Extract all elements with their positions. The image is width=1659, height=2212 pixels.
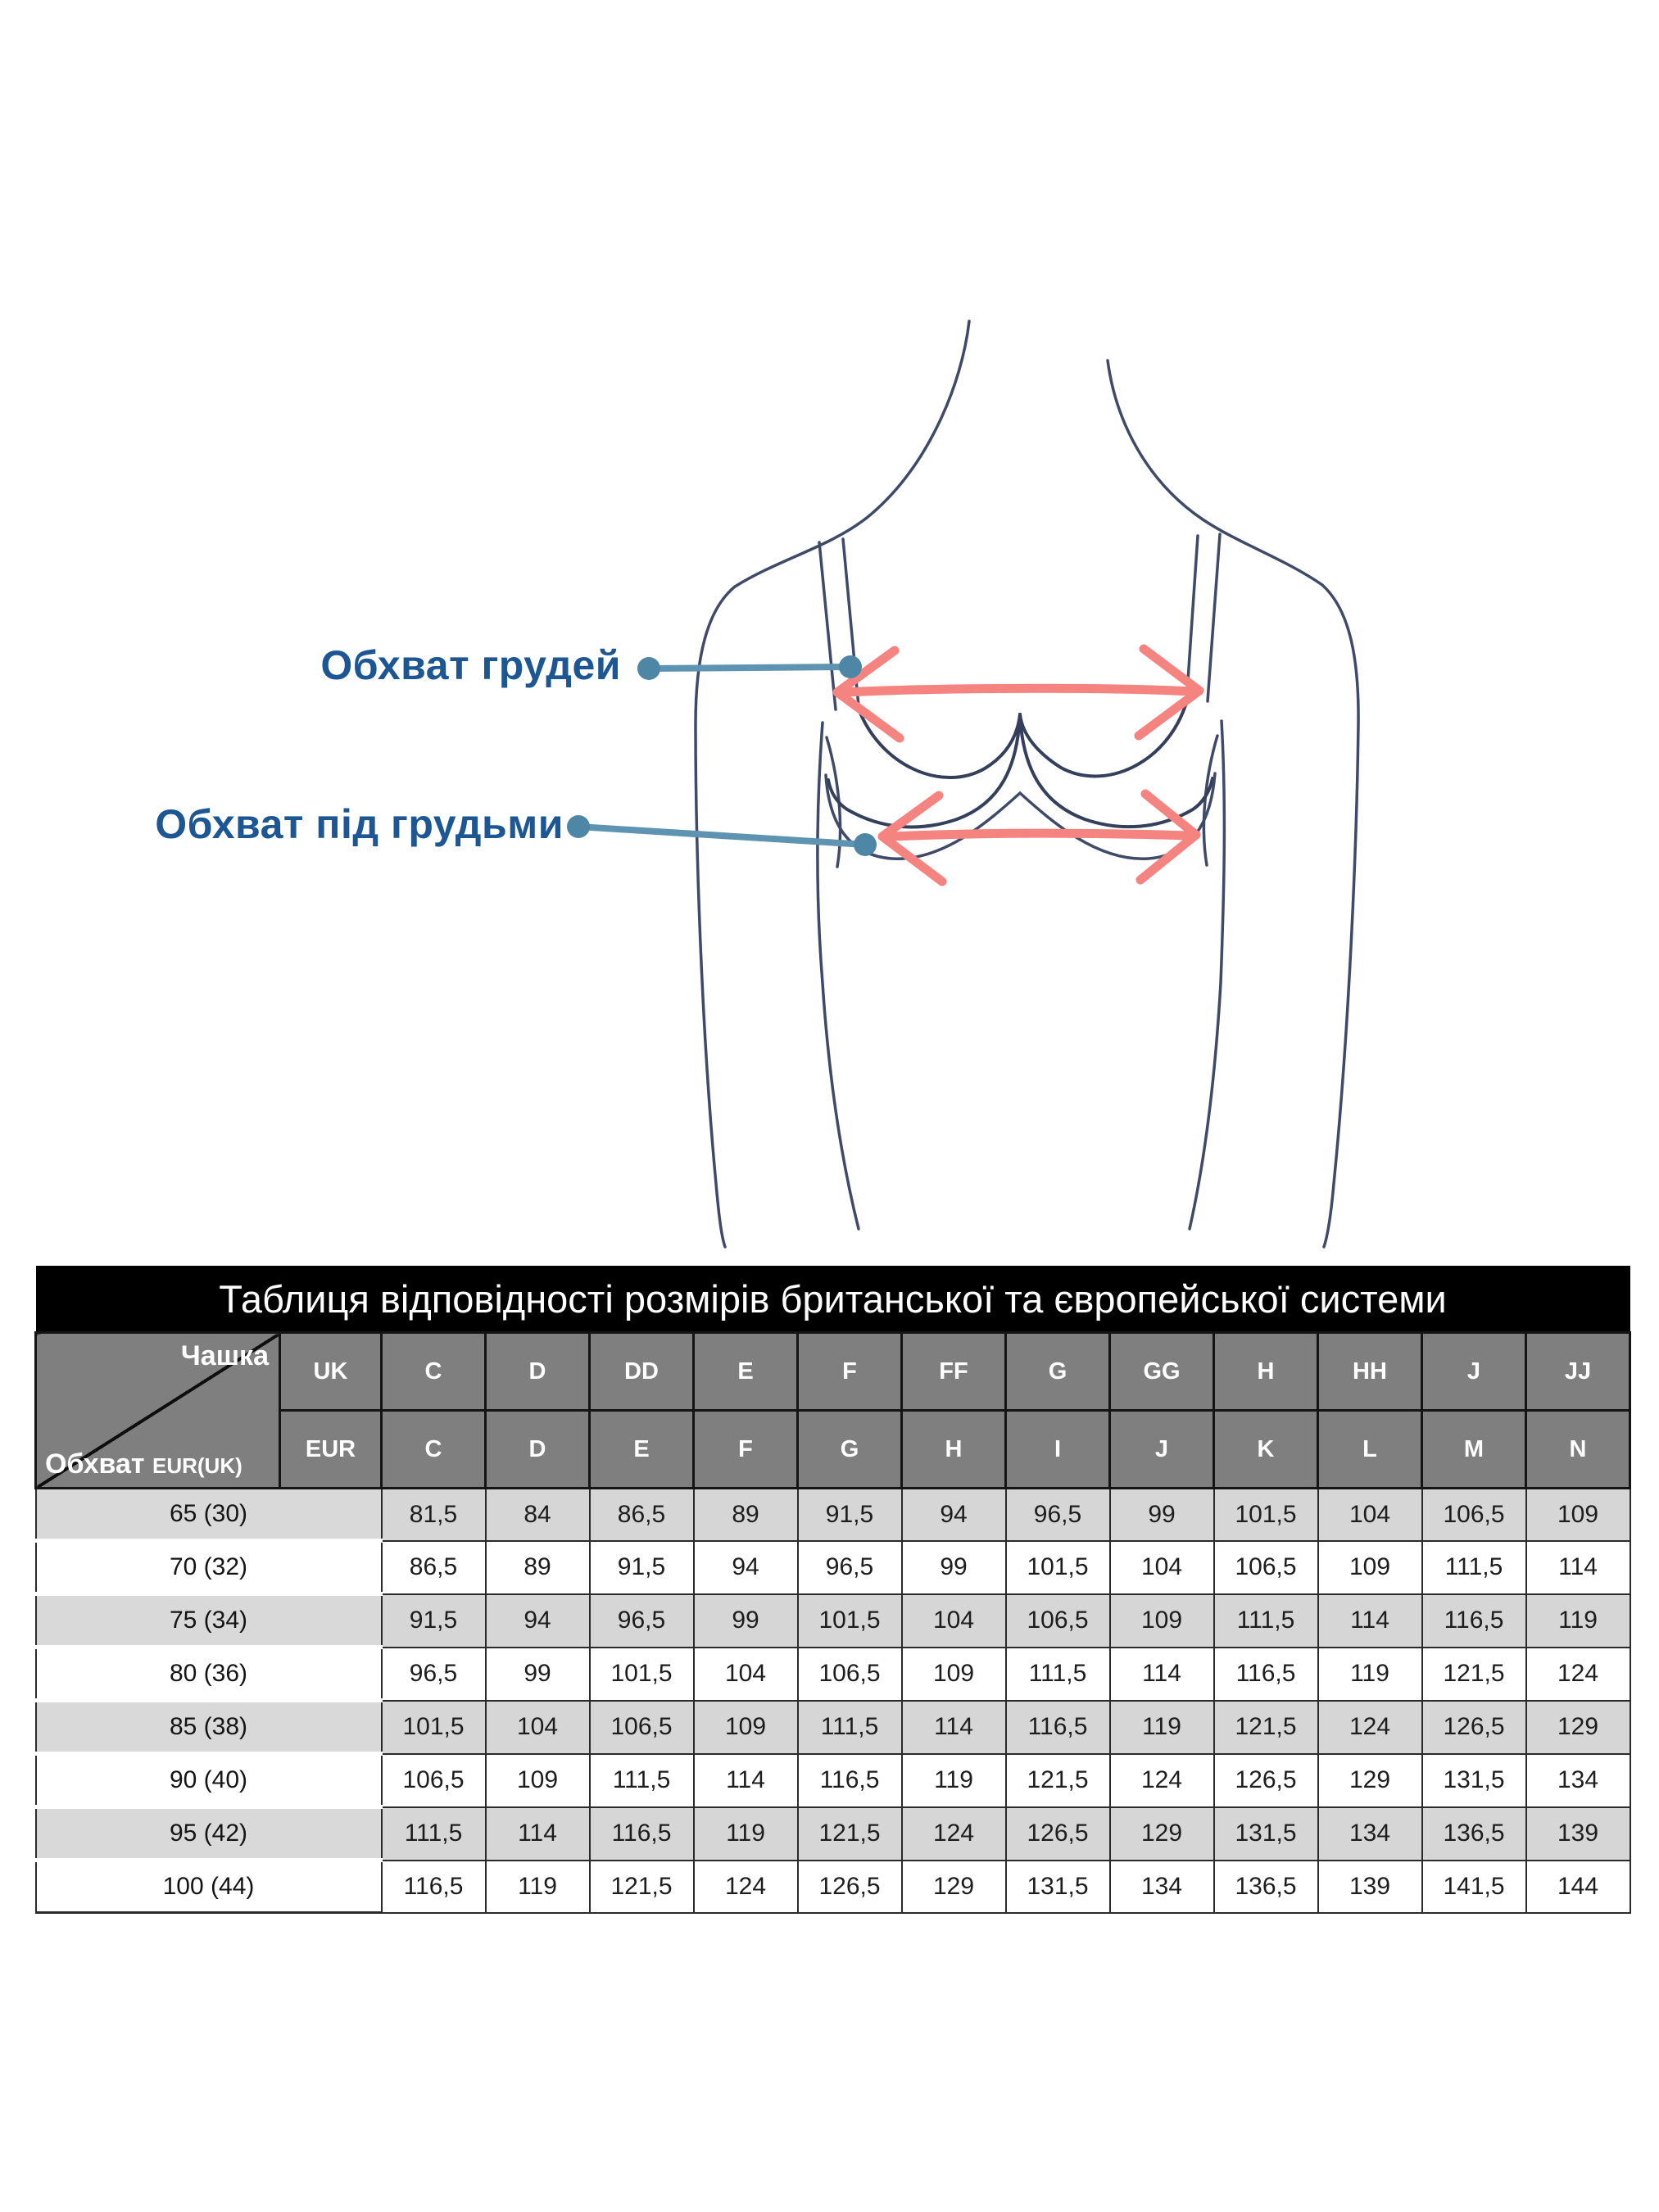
size-value-cell: 96,5 (1006, 1489, 1110, 1541)
eur-cup-header: L (1318, 1411, 1422, 1489)
eur-cup-header: N (1526, 1411, 1630, 1489)
size-value-cell: 119 (1110, 1701, 1214, 1754)
size-value-cell: 109 (902, 1648, 1006, 1701)
size-value-cell: 119 (486, 1861, 590, 1913)
size-value-cell: 111,5 (382, 1807, 486, 1861)
size-value-cell: 114 (1110, 1648, 1214, 1701)
size-value-cell: 106,5 (382, 1754, 486, 1807)
underbust-circumference-label: Обхват під грудьми (155, 801, 564, 847)
size-value-cell: 111,5 (1422, 1541, 1526, 1594)
size-value-cell: 139 (1526, 1807, 1630, 1861)
size-value-cell: 119 (694, 1807, 798, 1861)
size-value-cell: 109 (486, 1754, 590, 1807)
uk-system-label: UK (280, 1333, 382, 1411)
eur-cup-header: C (382, 1411, 486, 1489)
size-value-cell: 111,5 (798, 1701, 902, 1754)
size-value-cell: 101,5 (798, 1594, 902, 1648)
torso-outline (696, 321, 1358, 1247)
table-row (36, 1541, 1630, 1594)
size-value-cell: 86,5 (590, 1489, 694, 1541)
table-row (36, 1861, 1630, 1913)
size-value-cell: 126,5 (1214, 1754, 1318, 1807)
uk-cup-header: J (1422, 1333, 1526, 1411)
size-value-cell: 84 (486, 1489, 590, 1541)
eur-cup-header: G (798, 1411, 902, 1489)
callout-dot (567, 815, 590, 838)
size-value-cell: 96,5 (382, 1648, 486, 1701)
size-value-cell: 109 (694, 1701, 798, 1754)
row-girth-label: 70 (32) (36, 1541, 382, 1594)
size-value-cell: 134 (1110, 1861, 1214, 1913)
size-value-cell: 129 (1110, 1807, 1214, 1861)
size-value-cell: 124 (1318, 1701, 1422, 1754)
size-value-cell: 121,5 (1214, 1701, 1318, 1754)
uk-header-row (36, 1333, 1630, 1411)
eur-cup-header: E (590, 1411, 694, 1489)
size-value-cell: 109 (1110, 1594, 1214, 1648)
size-value-cell: 129 (1318, 1754, 1422, 1807)
size-value-cell: 104 (1318, 1489, 1422, 1541)
size-value-cell: 91,5 (590, 1541, 694, 1594)
uk-cup-header: G (1006, 1333, 1110, 1411)
size-value-cell: 124 (1110, 1754, 1214, 1807)
row-girth-label: 65 (30) (36, 1489, 382, 1541)
eur-cup-header: H (902, 1411, 1006, 1489)
size-value-cell: 129 (902, 1861, 1006, 1913)
size-value-cell: 99 (486, 1648, 590, 1701)
size-value-cell: 144 (1526, 1861, 1630, 1913)
bust-callout-line (637, 655, 862, 680)
size-value-cell: 99 (902, 1541, 1006, 1594)
table-row (36, 1648, 1630, 1701)
size-value-cell: 134 (1526, 1754, 1630, 1807)
size-value-cell: 104 (486, 1701, 590, 1754)
size-table-container (34, 1266, 1630, 1914)
bra-underband (826, 773, 1215, 859)
size-value-cell: 121,5 (1006, 1754, 1110, 1807)
row-girth-label: 95 (42) (36, 1807, 382, 1861)
uk-cup-header: DD (590, 1333, 694, 1411)
size-value-cell: 96,5 (798, 1541, 902, 1594)
size-value-cell: 119 (1526, 1594, 1630, 1648)
size-value-cell: 94 (694, 1541, 798, 1594)
callout-dot (637, 657, 660, 680)
size-value-cell: 126,5 (798, 1861, 902, 1913)
size-value-cell: 114 (694, 1754, 798, 1807)
uk-cup-header: E (694, 1333, 798, 1411)
eur-cup-header: F (694, 1411, 798, 1489)
size-value-cell: 124 (694, 1861, 798, 1913)
size-value-cell: 119 (902, 1754, 1006, 1807)
table-row (36, 1807, 1630, 1861)
size-value-cell: 116,5 (1006, 1701, 1110, 1754)
size-value-cell: 106,5 (1006, 1594, 1110, 1648)
size-value-cell: 91,5 (382, 1594, 486, 1648)
size-value-cell: 129 (1526, 1701, 1630, 1754)
size-value-cell: 109 (1526, 1489, 1630, 1541)
size-value-cell: 81,5 (382, 1489, 486, 1541)
underbust-arrow (882, 794, 1196, 882)
size-value-cell: 106,5 (1214, 1541, 1318, 1594)
size-value-cell: 99 (694, 1594, 798, 1648)
uk-cup-header: GG (1110, 1333, 1214, 1411)
table-title-row (36, 1266, 1630, 1333)
size-value-cell: 111,5 (1214, 1594, 1318, 1648)
size-value-cell: 101,5 (382, 1701, 486, 1754)
row-girth-label: 75 (34) (36, 1594, 382, 1648)
size-value-cell: 136,5 (1214, 1861, 1318, 1913)
row-girth-label: 85 (38) (36, 1701, 382, 1754)
size-value-cell: 124 (1526, 1648, 1630, 1701)
size-value-cell: 141,5 (1422, 1861, 1526, 1913)
table-row (36, 1754, 1630, 1807)
size-value-cell: 109 (1318, 1541, 1422, 1594)
eur-cup-header: D (486, 1411, 590, 1489)
corner-girth-label: Обхват EUR(UK) (45, 1448, 243, 1480)
size-value-cell: 126,5 (1006, 1807, 1110, 1861)
size-value-cell: 114 (902, 1701, 1006, 1754)
eur-cup-header: M (1422, 1411, 1526, 1489)
size-value-cell: 119 (1318, 1648, 1422, 1701)
size-value-cell: 94 (902, 1489, 1006, 1541)
size-value-cell: 101,5 (590, 1648, 694, 1701)
size-value-cell: 104 (1110, 1541, 1214, 1594)
size-value-cell: 134 (1318, 1807, 1422, 1861)
underbust-callout-line (567, 815, 877, 856)
size-value-cell: 116,5 (590, 1807, 694, 1861)
size-value-cell: 94 (486, 1594, 590, 1648)
size-value-cell: 106,5 (590, 1701, 694, 1754)
size-value-cell: 96,5 (590, 1594, 694, 1648)
size-value-cell: 116,5 (1214, 1648, 1318, 1701)
uk-cup-header: F (798, 1333, 902, 1411)
size-value-cell: 114 (1526, 1541, 1630, 1594)
size-value-cell: 116,5 (382, 1861, 486, 1913)
bra-straps (819, 534, 1220, 709)
size-value-cell: 106,5 (1422, 1489, 1526, 1541)
size-value-cell: 89 (486, 1541, 590, 1594)
size-value-cell: 86,5 (382, 1541, 486, 1594)
size-value-cell: 124 (902, 1807, 1006, 1861)
size-value-cell: 136,5 (1422, 1807, 1526, 1861)
callout-dot (854, 833, 877, 856)
size-value-cell: 121,5 (798, 1807, 902, 1861)
bust-circumference-label: Обхват грудей (320, 642, 621, 688)
size-table (34, 1266, 1631, 1914)
size-value-cell: 121,5 (590, 1861, 694, 1913)
row-girth-label: 90 (40) (36, 1754, 382, 1807)
size-value-cell: 101,5 (1006, 1541, 1110, 1594)
uk-cup-header: D (486, 1333, 590, 1411)
table-row (36, 1701, 1630, 1754)
row-girth-label: 80 (36) (36, 1648, 382, 1701)
corner-header-cell (36, 1333, 280, 1489)
size-value-cell: 131,5 (1214, 1807, 1318, 1861)
size-value-cell: 111,5 (590, 1754, 694, 1807)
eur-cup-header: J (1110, 1411, 1214, 1489)
table-row (36, 1594, 1630, 1648)
uk-cup-header: H (1214, 1333, 1318, 1411)
size-value-cell: 104 (694, 1648, 798, 1701)
size-value-cell: 116,5 (1422, 1594, 1526, 1648)
size-value-cell: 89 (694, 1489, 798, 1541)
size-value-cell: 99 (1110, 1489, 1214, 1541)
uk-cup-header: HH (1318, 1333, 1422, 1411)
size-value-cell: 139 (1318, 1861, 1422, 1913)
table-row (36, 1489, 1630, 1541)
uk-cup-header: C (382, 1333, 486, 1411)
row-girth-label: 100 (44) (36, 1861, 382, 1913)
size-value-cell: 126,5 (1422, 1701, 1526, 1754)
size-value-cell: 114 (486, 1807, 590, 1861)
size-value-cell: 131,5 (1006, 1861, 1110, 1913)
size-value-cell: 104 (902, 1594, 1006, 1648)
size-value-cell: 106,5 (798, 1648, 902, 1701)
uk-cup-header: FF (902, 1333, 1006, 1411)
uk-cup-header: JJ (1526, 1333, 1630, 1411)
size-value-cell: 111,5 (1006, 1648, 1110, 1701)
callout-dot (839, 655, 862, 678)
table-title: Таблиця відповідності розмірів британської та європейської системи (36, 1266, 1630, 1333)
size-value-cell: 116,5 (798, 1754, 902, 1807)
size-value-cell: 131,5 (1422, 1754, 1526, 1807)
corner-cup-label: Чашка (180, 1340, 269, 1371)
size-value-cell: 91,5 (798, 1489, 902, 1541)
size-table-body (36, 1489, 1630, 1913)
eur-system-label: EUR (280, 1411, 382, 1489)
eur-cup-header: I (1006, 1411, 1110, 1489)
size-value-cell: 114 (1318, 1594, 1422, 1648)
size-value-cell: 101,5 (1214, 1489, 1318, 1541)
eur-cup-header: K (1214, 1411, 1318, 1489)
size-value-cell: 121,5 (1422, 1648, 1526, 1701)
